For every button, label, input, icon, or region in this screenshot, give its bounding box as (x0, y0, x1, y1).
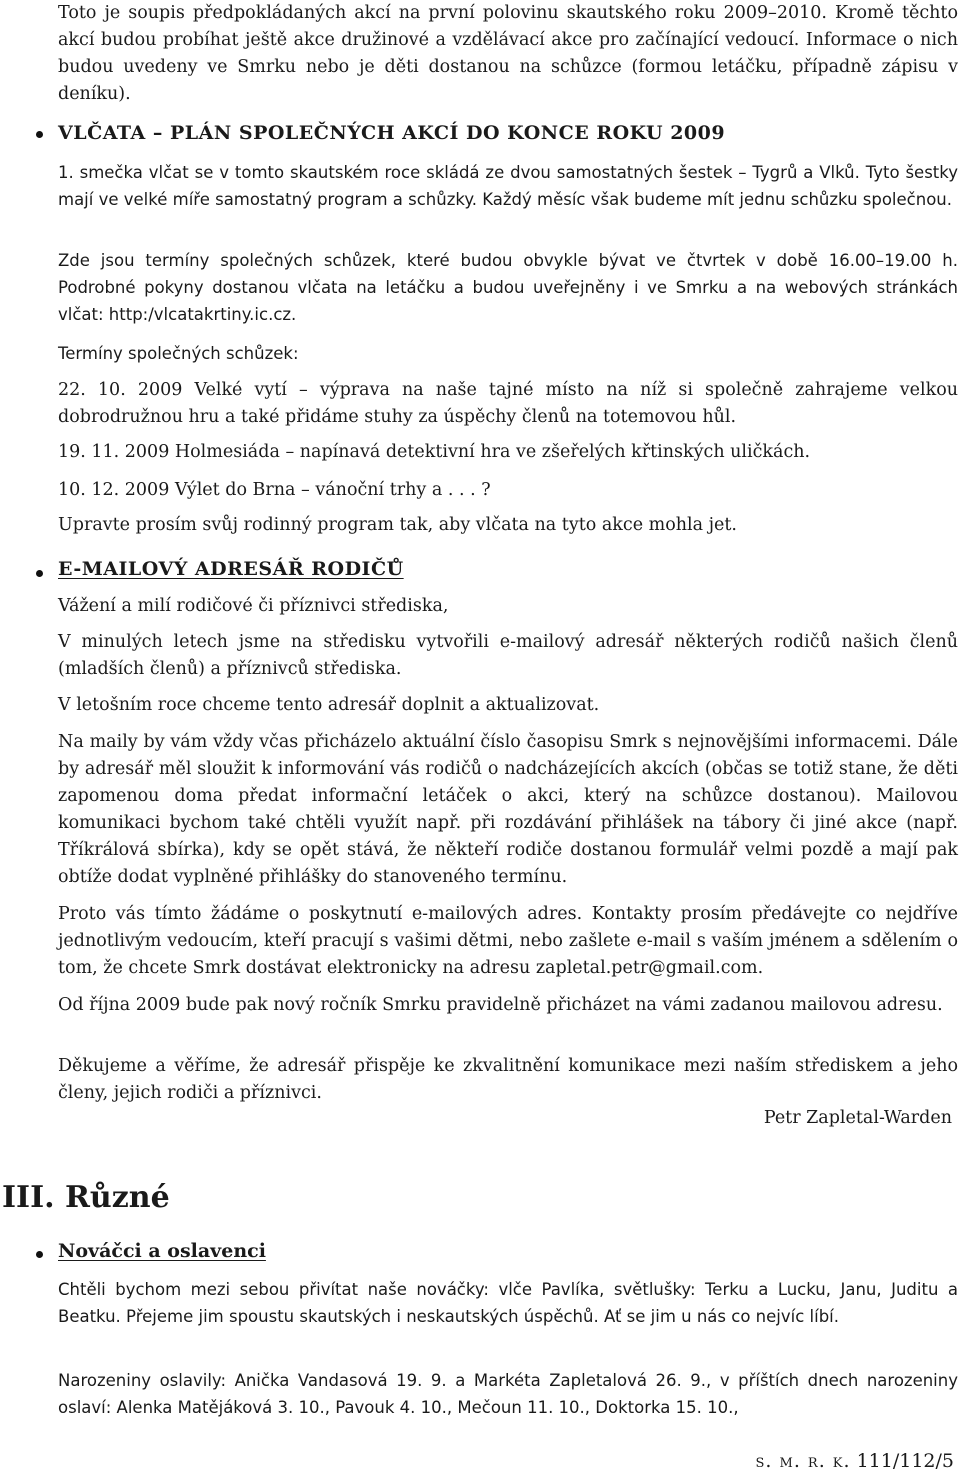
footer-smrk: s. m. r. k. (755, 1450, 851, 1472)
adresar-paragraph-7: Děkujeme a věříme, že adresář přispěje ke zkvalitnění komunikace mezi naším střediskem a jeho členy, jejich rodiči a příznivci. (58, 1056, 958, 1103)
adresar-paragraph-5: Proto vás tímto žádáme o poskytnutí e-mailových adres. Kontakty prosím předávejte co nejdříve jednotlivým vedoucím, kteří pracují s vašimi dětmi, nebo zašlete e-mail s vaším jménem a sdělením o tom, že chcete Smrk dostávat elektronicky na adresu zapletal.petr@gmail.com. (58, 904, 958, 978)
bullet-icon (36, 131, 43, 138)
vlcata-event-2: 19. 11. 2009 Holmesiáda – napínavá detektivní hra ve zšeřelých křtinských uličkách. (58, 442, 811, 462)
adresar-paragraph-3: V letošním roce chceme tento adresář doplnit a aktualizovat. (58, 695, 600, 715)
intro-paragraph: Toto je soupis předpokládaných akcí na první polovinu skautského roku 2009–2010. Kromě těchto akcí budou probíhat ještě akce družinové a vzdělávací akce pro začínající vedoucí. Informace o nich budou uvedeny ve Smrku nebo je děti dostanou na schůzce (formou letáčku, případně zápisu v deníku). (58, 3, 958, 104)
adresar-paragraph-2: V minulých letech jsme na středisku vytvořili e-mailový adresář některých rodičů našich členů (mladších členů) a příznivců střediska. (58, 632, 958, 679)
novacci-heading: Nováčci a oslavenci (58, 1240, 266, 1262)
bullet-icon (36, 570, 43, 577)
vlcata-paragraph-1: 1. smečka vlčat se v tomto skautském roce skládá ze dvou samostatných šestek – Tygrů a Vlků. Tyto šestky mají ve velké míře samostatný program a schůzky. Každý měsíc však budeme mít jednu schůzku společnou. (58, 163, 958, 209)
vlcata-heading: VLČATA – PLÁN SPOLEČNÝCH AKCÍ DO KONCE ROKU 2009 (58, 122, 726, 144)
novacci-paragraph-2: Narozeniny oslavily: Anička Vandasová 19. 9. a Markéta Zapletalová 26. 9., v příštích dnech narozeniny oslaví: Alenka Matějáková 3. 10., Pavouk 4. 10., Mečoun 11. 10., Doktorka 15. 10., (58, 1371, 958, 1417)
vlcata-event-3: 10. 12. 2009 Výlet do Brna – vánoční trhy a . . . ? (58, 480, 491, 500)
vlcata-paragraph-3: Termíny společných schůzek: (58, 344, 299, 363)
footer-page-number: 111/112/5 (856, 1450, 954, 1472)
page-footer (756, 1450, 954, 1472)
adresar-paragraph-1: Vážení a milí rodičové či příznivci střediska, (58, 596, 449, 616)
bullet-icon (36, 1251, 43, 1258)
novacci-paragraph-1: Chtěli bychom mezi sebou přivítat naše nováčky: vlče Pavlíka, světlušky: Terku a Lucku, Janu, Juditu a Beatku. Přejeme jim spoustu skautských i neskautských úspěchů. Ať se jim u nás co nejvíc líbí. (58, 1280, 958, 1326)
adresar-paragraph-6: Od října 2009 bude pak nový ročník Smrku pravidelně přicházet na vámi zadanou mailovou adresu. (58, 995, 943, 1015)
signature: Petr Zapletal-Warden (763, 1108, 952, 1128)
vlcata-paragraph-4: Upravte prosím svůj rodinný program tak, aby vlčata na tyto akce mohla jet. (58, 515, 737, 535)
adresar-paragraph-4: Na maily by vám vždy včas přicházelo aktuální číslo časopisu Smrk s nejnovějšími informacemi. Dále by adresář měl sloužit k informování vás rodičů o nadcházejících akcích (občas se totiž stane, že děti zapomenou doma předat informační letáček o akci, který na schůzce dostanou). Mailovou komunikaci bychom také chtěli využít např. při rozdávání přihlášek na tábory či jiné akce (např. Tříkrálová sbírka), kdy se opět stává, že někteří rodiče dostanou formulář velmi pozdě a mají pak obtíže dodat vyplněné přihlášky do stanoveného termínu. (58, 732, 958, 887)
adresar-heading: E-MAILOVÝ ADRESÁŘ RODIČŮ (58, 558, 404, 580)
part-heading: III. Různé (2, 1180, 170, 1215)
vlcata-event-1: 22. 10. 2009 Velké vytí – výprava na naše tajné místo na níž si společně zahrajeme velkou dobrodružnou hru a také přidáme stuhy za úspěchy členů na totemovou hůl. (58, 380, 958, 427)
vlcata-paragraph-2: Zde jsou termíny společných schůzek, které budou obvykle bývat ve čtvrtek v době 16.00–19.00 h. Podrobné pokyny dostanou vlčata na letáčku a budou uveřejněny i ve Smrku a na webových stránkách vlčat: http:/vlcatakrtiny.ic.cz. (58, 251, 958, 324)
